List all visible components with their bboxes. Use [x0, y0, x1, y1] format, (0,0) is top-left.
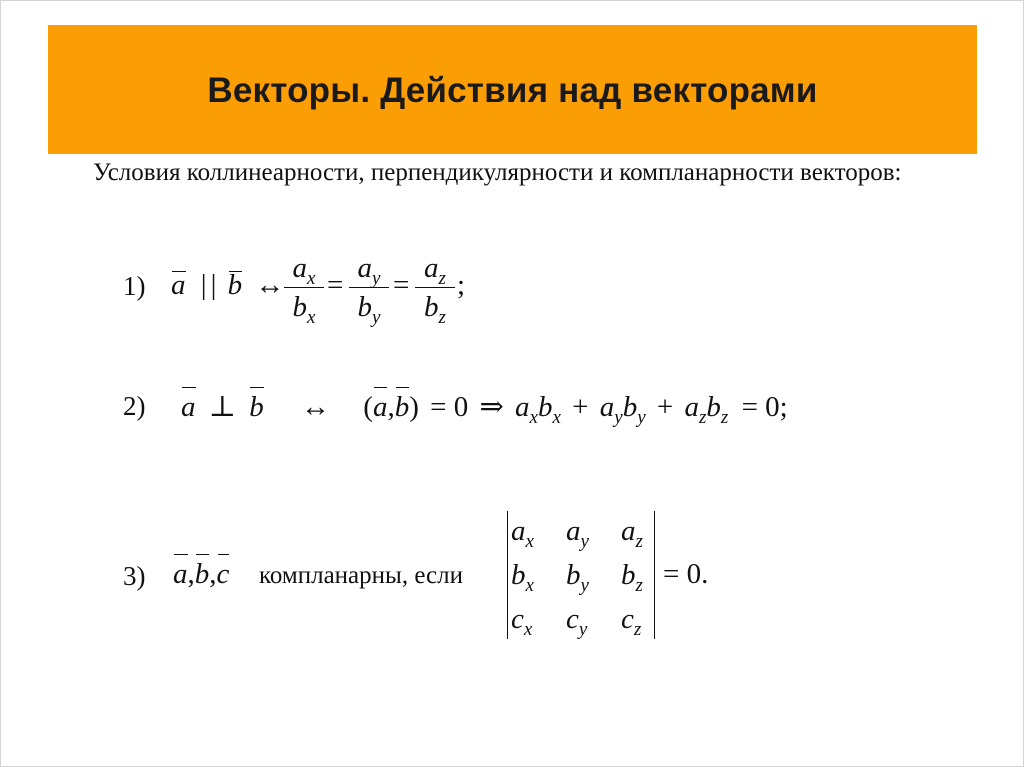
vector-b: b [194, 558, 210, 590]
parallel-sign-left: | [200, 269, 207, 301]
equals-zero: = 0 [430, 391, 469, 423]
denominator-by [349, 290, 389, 328]
plus-1: + [572, 391, 589, 423]
matrix-sub: y [580, 575, 589, 596]
perpendicular-sign: ⊥ [208, 391, 237, 423]
equals-zero-end: = 0; [741, 391, 788, 423]
vector-b: b [394, 391, 410, 423]
comma: , [187, 558, 195, 590]
var-a: a [292, 252, 308, 284]
sub-y: y [372, 307, 381, 328]
comma: , [387, 391, 395, 423]
var-a: a [424, 252, 439, 284]
vector-a: a [173, 558, 188, 590]
vector-a: a [372, 391, 388, 423]
var-a: a [599, 391, 615, 423]
coplanar-text: компланарны, если [259, 562, 463, 589]
var-b: b [424, 291, 439, 323]
perpendicularity-formula [181, 389, 788, 428]
coplanarity-vectors [173, 558, 229, 591]
determinant-left-bar [507, 511, 508, 639]
vector-a: a [171, 269, 186, 301]
fraction-bar [415, 287, 455, 288]
sub-x: x [529, 407, 538, 428]
slide-title: Векторы. Действия над векторами [207, 71, 818, 110]
vector-b: b [227, 269, 243, 301]
determinant-cell [566, 559, 589, 596]
equals-1: = [327, 269, 344, 301]
determinant-cell [621, 603, 642, 640]
sub-z: z [720, 407, 729, 428]
equals-zero-final: = 0. [663, 558, 709, 590]
right-paren: ) [409, 391, 419, 423]
matrix-sub: x [525, 575, 534, 596]
sub-y: y [372, 268, 381, 289]
parallel-sign-right: | [210, 269, 217, 301]
var-b: b [706, 391, 721, 423]
matrix-var: b [511, 559, 526, 591]
equivalence-arrow: ↔ [255, 269, 285, 301]
matrix-var: c [621, 603, 634, 635]
sub-y: y [614, 407, 623, 428]
matrix-var: a [511, 515, 526, 547]
determinant-cell [566, 515, 589, 552]
matrix-sub: y [578, 619, 588, 640]
condition-2-label: 2) [123, 391, 146, 421]
fraction-bar [284, 287, 324, 288]
intro-text: Условия коллинеарности, перпендикулярности и компланарности векторов: [93, 159, 902, 186]
numerator-ax [284, 251, 324, 289]
matrix-sub: x [523, 619, 533, 640]
fraction-x [284, 251, 324, 328]
matrix-var: a [566, 515, 581, 547]
collinearity-lhs [171, 269, 284, 302]
condition-1-label: 1) [123, 271, 146, 301]
sub-z: z [699, 407, 707, 428]
determinant-cell [511, 559, 534, 596]
var-a: a [515, 391, 530, 423]
fraction-z [415, 251, 455, 328]
equals-2: = [393, 269, 410, 301]
var-a: a [684, 391, 700, 423]
matrix-var: b [621, 559, 636, 591]
var-b: b [537, 391, 553, 423]
implies-arrow: ⇒ [479, 391, 504, 423]
sub-x: x [552, 407, 561, 428]
determinant-cell [566, 603, 588, 640]
determinant-cell [511, 515, 534, 552]
equivalence-arrow: ↔ [301, 391, 331, 423]
matrix-sub: z [635, 531, 643, 552]
title-bar [48, 25, 977, 154]
fraction-bar [349, 287, 389, 288]
sub-y: y [637, 407, 646, 428]
comma: , [209, 558, 217, 590]
sub-x: x [307, 268, 316, 289]
sub-z: z [438, 268, 446, 289]
denominator-bz [415, 290, 455, 328]
semicolon-1: ; [457, 269, 466, 301]
matrix-sub: x [525, 531, 534, 552]
determinant-cell [621, 559, 643, 596]
sub-z: z [438, 307, 446, 328]
matrix-var: a [621, 515, 636, 547]
determinant-right-bar [654, 511, 655, 639]
var-b: b [292, 291, 308, 323]
var-b: b [622, 391, 638, 423]
vector-b: b [249, 391, 264, 423]
condition-3-label: 3) [123, 561, 146, 591]
matrix-sub: y [580, 531, 589, 552]
matrix-sub: z [633, 619, 642, 640]
matrix-var: c [566, 603, 579, 635]
var-b: b [357, 291, 373, 323]
fraction-y [349, 251, 389, 328]
vector-a: a [181, 391, 196, 423]
vector-c: c [216, 558, 230, 590]
plus-2: + [656, 391, 674, 423]
matrix-sub: z [635, 575, 643, 596]
sub-x: x [307, 307, 316, 328]
determinant-cell [621, 515, 643, 552]
determinant-cell [511, 603, 533, 640]
denominator-bx [284, 290, 324, 328]
numerator-ay [349, 251, 389, 289]
var-a: a [357, 252, 373, 284]
left-paren: ( [363, 391, 373, 423]
numerator-az [415, 251, 455, 289]
matrix-var: b [566, 559, 581, 591]
matrix-var: c [511, 603, 524, 635]
